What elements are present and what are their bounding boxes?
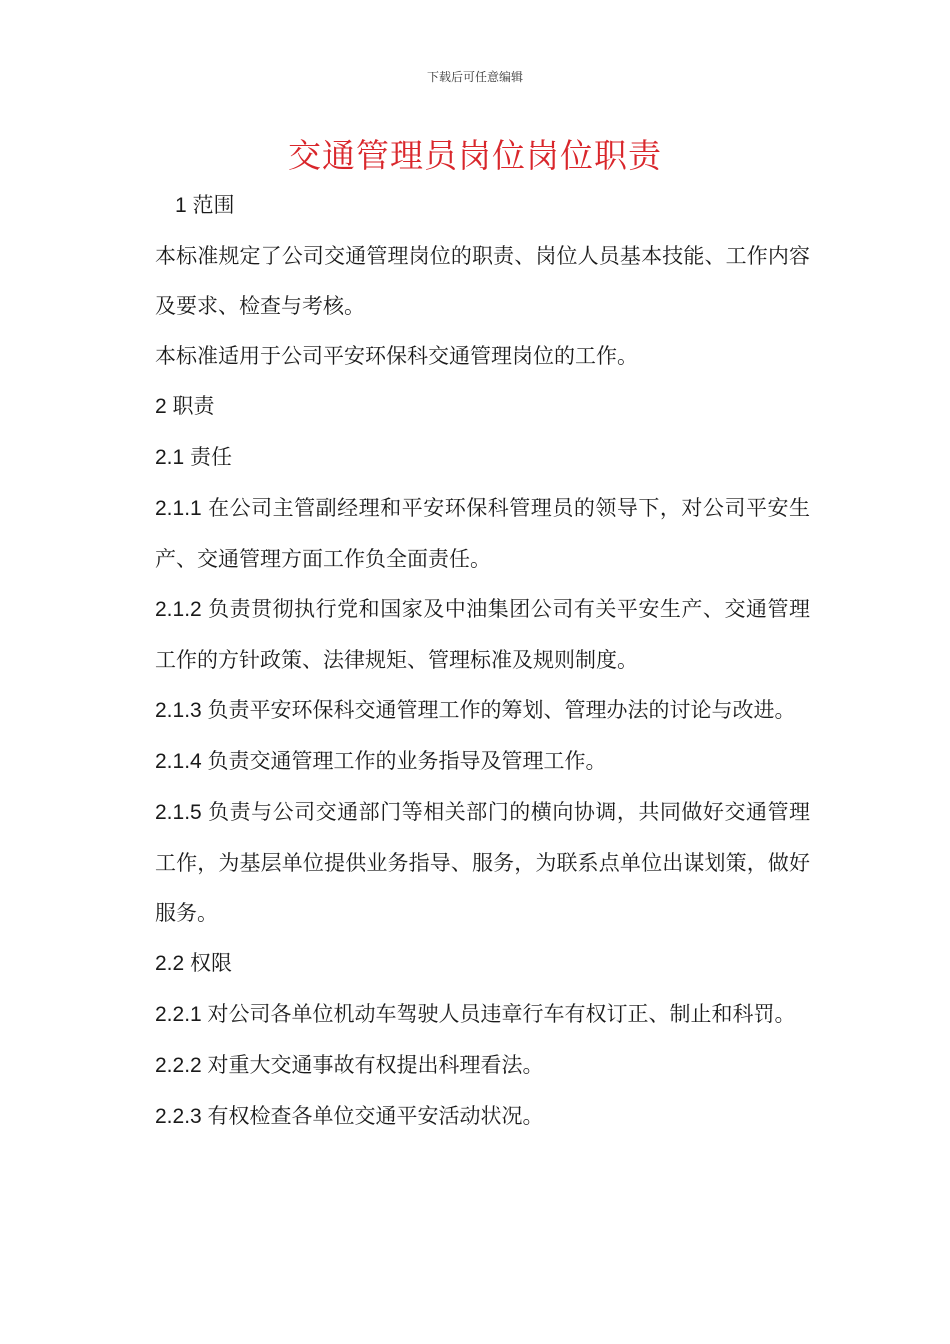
paragraph-section-2-1 (145, 432, 810, 483)
document-title: 交通管理员岗位岗位职责 (288, 136, 662, 175)
paragraph-2-1-3 (145, 685, 810, 736)
paragraph-2-2-2 (145, 1040, 810, 1091)
header-note: 下载后可任意编辑 (426, 70, 523, 84)
paragraph-number: 2.1.1 (155, 497, 209, 520)
paragraph-text: 对重大交通事故有权提出科理看法。 (207, 1053, 544, 1077)
paragraph-text: 负责平安环保科交通管理工作的筹划、管理办法的讨论与改进。 (207, 698, 796, 722)
paragraph-text: 本标准规定了公司交通管理岗位的职责、岗位人员基本技能、工作内容及要求、检查与考核。 (155, 244, 810, 318)
paragraph-2-2-1 (145, 989, 810, 1040)
paragraph-text: 责任 (190, 445, 233, 469)
paragraph-section-1 (145, 180, 810, 231)
paragraph-2-2-3 (145, 1091, 810, 1142)
paragraph-number: 2.1.5 (155, 801, 209, 824)
paragraph-2-1-1 (145, 483, 810, 584)
paragraph-text: 负责交通管理工作的业务指导及管理工作。 (207, 749, 607, 773)
paragraph-text: 有权检查各单位交通平安活动状况。 (207, 1104, 544, 1128)
paragraph-scope-2 (145, 331, 810, 381)
paragraph-text: 权限 (190, 951, 233, 975)
paragraph-number: 2.2.2 (155, 1054, 208, 1077)
paragraph-number: 2.1.4 (155, 750, 208, 773)
paragraph-text: 负责与公司交通部门等相关部门的横向协调，共同做好交通管理工作，为基层单位提供业务指导、服务，为联系点单位出谋划策，做好服务。 (155, 800, 810, 925)
paragraph-number: 2 (155, 395, 173, 418)
paragraph-text: 负责贯彻执行党和国家及中油集团公司有关平安生产、交通管理工作的方针政策、法律规矩、管理标准及规则制度。 (155, 597, 810, 672)
paragraph-number: 2.1 (155, 446, 191, 469)
paragraph-text: 在公司主管副经理和平安环保科管理员的领导下，对公司平安生产、交通管理方面工作负全面责任。 (155, 496, 810, 571)
paragraph-text: 职责 (172, 394, 215, 418)
paragraph-text: 范围 (192, 193, 235, 217)
paragraph-number: 2.2.1 (155, 1003, 208, 1026)
paragraph-number: 1 (175, 194, 193, 217)
paragraph-number: 2.2.3 (155, 1105, 208, 1128)
paragraph-text: 对公司各单位机动车驾驶人员违章行车有权订正、制止和科罚。 (207, 1002, 796, 1026)
paragraph-2-1-2 (145, 584, 810, 685)
paragraph-2-1-4 (145, 736, 810, 787)
paragraph-text: 本标准适用于公司平安环保科交通管理岗位的工作。 (155, 344, 638, 368)
document-body (145, 180, 810, 1142)
paragraph-number: 2.1.2 (155, 598, 209, 621)
paragraph-scope-1 (145, 231, 810, 331)
paragraph-section-2-2 (145, 938, 810, 989)
paragraph-section-2 (145, 381, 810, 432)
paragraph-number: 2.2 (155, 952, 191, 975)
paragraph-number: 2.1.3 (155, 699, 208, 722)
paragraph-2-1-5 (145, 787, 810, 938)
